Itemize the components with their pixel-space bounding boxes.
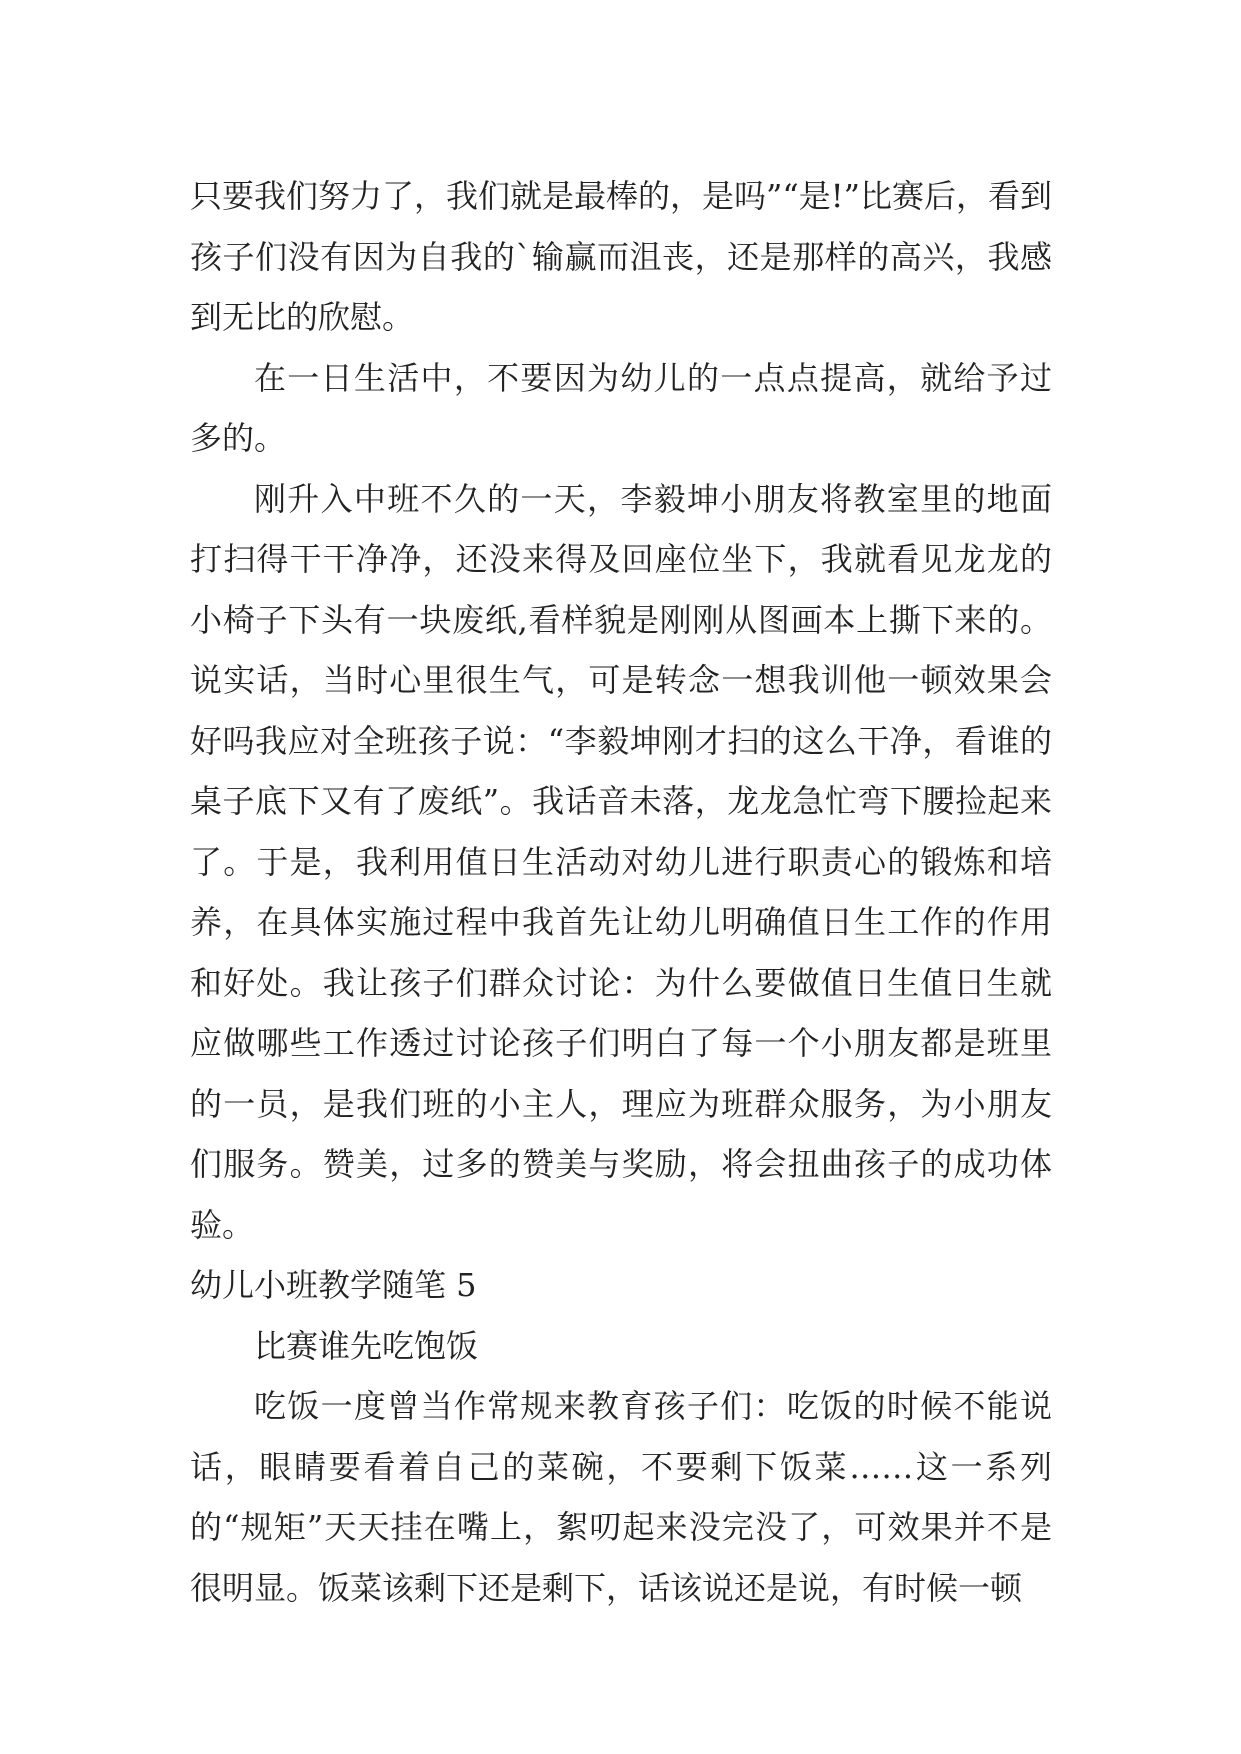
document-body xyxy=(190,166,1052,1618)
paragraph-1: 只要我们努力了，我们就是最棒的，是吗”“是!”比赛后，看到孩子们没有因为自我的`输赢而沮丧，还是那样的高兴，我感到无比的欣慰。 xyxy=(190,177,1052,336)
section-subtitle: 比赛谁先吃饱饭 xyxy=(254,1326,479,1365)
paragraph-2: 在一日生活中，不要因为幼儿的一点点提高，就给予过多的。 xyxy=(190,358,1052,457)
paragraph-3: 刚升入中班不久的一天，李毅坤小朋友将教室里的地面打扫得干干净净，还没来得及回座位坐下，我就看见龙龙的小椅子下头有一块废纸,看样貌是刚刚从图画本上撕下来的。说实话，当时心里很生气，可是转念一想我训他一顿效果会好吗我应对全班孩子说：“李毅坤刚才扫的这么干净，看谁的桌子底下又有了废纸”。我话音未落，龙龙急忙弯下腰捡起来了。于是，我利用值日生活动对幼儿进行职责心的锻炼和培养，在具体实施过程中我首先让幼儿明确值日生工作的作用和好处。我让孩子们群众讨论：为什么要做值日生值日生就应做哪些工作透过讨论孩子们明白了每一个小朋友都是班里的一员，是我们班的小主人，理应为班群众服务，为小朋友们服务。赞美，过多的赞美与奖励，将会扭曲孩子的成功体验。 xyxy=(190,479,1052,1244)
paragraph-4: 吃饭一度曾当作常规来教育孩子们：吃饭的时候不能说话，眼睛要看着自己的菜碗，不要剩下饭菜……这一系列的“规矩”天天挂在嘴上，絮叨起来没完没了，可效果并不是很明显。饭菜该剩下还是剩下，话该说还是说，有时候一顿 xyxy=(190,1387,1052,1607)
section-title: 幼儿小班教学随笔 5 xyxy=(190,1266,477,1304)
